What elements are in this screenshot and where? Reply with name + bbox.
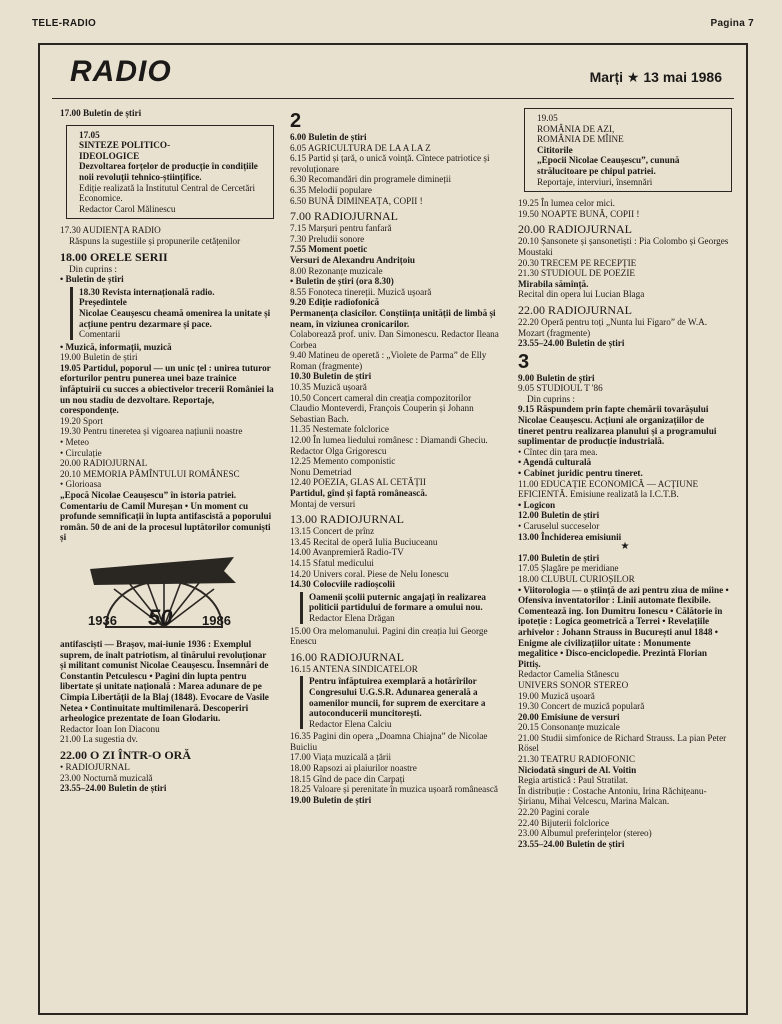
program-item: • Agendă culturală (518, 457, 592, 468)
program-desc: Partidul, gînd și faptă românească. (290, 488, 428, 498)
program-entry: 22.40 Bijuterii folclorice (518, 817, 610, 828)
program-entry: 18.00 CLUBUL CURIOȘILOR (518, 573, 635, 584)
program-entry: 20.00 RADIOJURNAL (60, 458, 148, 469)
box-subtitle: Dezvoltarea forțelor de producție în condițiile noii revoluții tehnico-științifice. (79, 161, 258, 182)
program-credit: Colaborează prof. univ. Dan Simonescu. Redactor Ileana Corbea (290, 329, 499, 350)
program-entry: 20.10 MEMORIA PĂMÎNTULUI ROMÂNESC (60, 468, 240, 479)
box-title: ROMÂNIA DE MÎINE (537, 134, 624, 145)
program-entry: 21.30 TEATRU RADIOFONIC (518, 754, 635, 765)
program-entry: 14.00 Avanpremieră Radio-TV (290, 547, 404, 558)
program-heading: 7.00 RADIOJURNAL (290, 209, 398, 224)
program-entry: 12.25 Memento componistic (290, 456, 396, 467)
program-entry: 8.00 Rezonanțe muzicale (290, 265, 383, 276)
program-desc: Mirabila sămînță. (518, 278, 589, 289)
masthead (40, 45, 746, 101)
program-entry: 14.20 Univers coral. Piese de Nelu Ionescu (290, 568, 449, 579)
program-desc: Răspuns la sugestiile și propunerile cetățenilor (69, 235, 241, 246)
program-item: • Caruselul succeselor (518, 521, 600, 531)
program-desc: Niciodată singuri de Al. Voitin (518, 764, 637, 775)
program-entry: 18.25 Valoare și perenitate în muzica ușoară românească (290, 784, 498, 795)
program-entry: 17.00 Buletin de știri (60, 108, 142, 118)
running-head (32, 18, 754, 29)
column-2 (290, 108, 502, 805)
program-entry: 20.15 Consonanțe muzicale (518, 722, 620, 733)
bar-text: Președintele (79, 297, 127, 308)
program-credit: Redactor Camelia Stănescu (518, 669, 620, 680)
program-entry: 23.55–24.00 Buletin de știri (518, 838, 625, 849)
program-entry: 6.30 Recomandări din programele dimineții (290, 174, 451, 185)
program-entry: 22.20 Pagini corale (518, 807, 590, 818)
program-entry: 13.00 Închiderea emisiunii (518, 531, 622, 542)
program-entry: 19.30 Concert de muzică populară (518, 701, 645, 712)
box-text: Ediție realizată la Institutul Central de Cercetări Economice. (79, 182, 256, 204)
program-entry: 9.15 Răspundem prin fapte chemării tovarășului Nicolae Ceaușescu. Acțiuni ale organizațiilor de tineret pentru realizarea planului și a programului suplimentar de producție industrială. (518, 404, 717, 447)
bar-text: Pentru înfăptuirea exemplară a hotărîrilor Congresului U.G.S.R. Adunarea generală a oamenilor muncii, for suprem de exercitare a autoconducerii muncitorești. (309, 676, 486, 719)
program-credit: Redactor Olga Grigorescu (290, 445, 387, 456)
program-entry: 18.15 Gînd de pace din Carpați (290, 773, 405, 784)
program-desc: Versuri de Alexandru Andrițoiu (290, 254, 415, 265)
box-title: SINTEZE POLITICO- (79, 140, 171, 151)
program-entry: 16.35 Pagini din opera „Doamna Chiajna” de Nicolae Buicliu (290, 731, 488, 752)
program-entry: 17.00 Viața muzicală a țării (290, 752, 392, 763)
program-entry: 9.00 Buletin de știri (518, 372, 595, 383)
program-entry: 8.55 Fonoteca tinereții. Muzică ușoară (290, 286, 432, 297)
program-entry: 23.00 Nocturnă muzicală (60, 772, 153, 783)
program-number: 2 (290, 110, 302, 132)
program-entry: 11.35 Nestemate folclorice (290, 424, 389, 435)
program-entry: 20.00 Emisiune de versuri (518, 711, 620, 722)
program-desc: Montaj de versuri (290, 498, 356, 509)
program-item: • Circulație (60, 447, 102, 458)
program-heading: 18.00 ORELE SERII (60, 249, 168, 264)
program-entry: 19.25 În lumea celor mici. (518, 198, 615, 209)
highlight-bar (300, 592, 502, 624)
box-subtitle: Cititorile (537, 144, 573, 155)
issue-date: Marți ★ 13 mai 1986 (589, 69, 722, 85)
program-entry: 17.30 AUDIENȚA RADIO (60, 225, 161, 236)
program-heading: 22.00 RADIOJURNAL (518, 302, 632, 317)
program-item: • Muzică, informații, muzică (60, 341, 172, 352)
program-number: 3 (518, 350, 530, 373)
program-heading: 16.00 RADIOJURNAL (290, 649, 404, 664)
highlight-bar (300, 676, 502, 729)
program-entry: 16.15 ANTENA SINDICATELOR (290, 663, 418, 674)
program-heading: UNIVERS SONOR STEREO (518, 679, 629, 690)
bar-text: Redactor Elena Drăgan (309, 612, 395, 623)
program-entry: 6.35 Melodii populare (290, 184, 372, 195)
anniversary-emblem (84, 549, 244, 633)
program-entry: 7.30 Preludii sonore (290, 233, 365, 244)
box-text: Reportaje, interviuri, însemnări (537, 176, 653, 187)
program-entry: 22.20 Operă pentru toți „Nunta lui Figaro” de W.A. Mozart (fragmente) (518, 316, 708, 338)
program-heading: 13.00 RADIOJURNAL (290, 512, 404, 527)
box-time: 17.05 (79, 129, 100, 140)
program-entry: 13.15 Concert de prînz (290, 526, 375, 537)
program-item: • Cîntec din țara mea. (518, 446, 598, 457)
program-entry: 7.15 Marșuri pentru fanfară (290, 223, 392, 234)
program-entry: 23.00 Albumul preferințelor (stereo) (518, 828, 652, 839)
program-item: • Cabinet juridic pentru tineret. (518, 468, 643, 479)
program-entry: 19.00 Muzică ușoară (518, 690, 595, 701)
program-entry: 19.20 Sport (60, 415, 103, 426)
emblem-number: 50 (148, 604, 173, 630)
star-separator: ★ (620, 541, 630, 553)
program-item: • Glorioasa (60, 479, 102, 490)
bar-text: Redactor Elena Calciu (309, 718, 392, 729)
program-desc: „Epocă Nicolae Ceaușescu” în istoria patriei. Comentariu de Camil Mureșan • Un moment cu profunde semnificații în lupta antifascistă a poporului român. 50 de ani de la procesul luptătorilor comuniști și (60, 490, 272, 543)
program-item: • Buletin de știri (60, 274, 124, 285)
program-entry: 10.30 Buletin de știri (290, 371, 372, 382)
masthead-rule (52, 98, 734, 99)
program-entry: 17.05 Șlagăre pe meridiane (518, 563, 619, 574)
box-title: ROMÂNIA DE AZI, (537, 123, 615, 134)
program-entry: 20.30 TRECEM PE RECEPȚIE (518, 257, 637, 268)
program-item: • Buletin de știri (ora 8.30) (290, 276, 394, 287)
program-entry: 7.55 Moment poetic (290, 244, 368, 255)
bar-text: Oamenii școlii puternic angajați în realizarea politicii partidului de formare a omului nou. (309, 591, 487, 613)
bar-text: Comentarii (79, 329, 121, 340)
featured-box (524, 108, 732, 192)
program-entry: 21.30 STUDIOUL DE POEZIE (518, 268, 636, 279)
program-entry: 23.55–24.00 Buletin de știri (60, 783, 167, 794)
program-entry: 11.00 EDUCAȚIE ECONOMICĂ — ACȚIUNE EFICIENTĂ. Emisiune realizată la I.C.T.B. (518, 478, 699, 500)
program-entry: 14.15 Sfatul medicului (290, 557, 374, 568)
program-entry: 23.55–24.00 Buletin de știri (518, 338, 625, 349)
program-desc: Nonu Demetriad (290, 466, 352, 477)
program-entry: 19.05 Partidul, poporul — un unic țel : unirea tuturor eforturilor pentru punerea unei baze trainice înfăptuirii cu succes a obiectivelor trecerii României la un nou stadiu de dezvoltare. Reportaje, corespondențe. (60, 362, 274, 416)
program-heading: 22.00 O ZI ÎNTR-O ORĂ (60, 747, 192, 762)
box-text: Redactor Carol Mălinescu (79, 203, 176, 214)
highlight-bar (70, 287, 274, 340)
box-title: IDEOLOGICE (79, 150, 140, 161)
program-entry: 19.50 NOAPTE BUNĂ, COPII ! (518, 208, 640, 219)
program-entry: 18.00 Rapsozi ai plaiurilor noastre (290, 763, 417, 774)
program-credit: Regia artistică : Paul Stratilat. (518, 775, 628, 786)
page-frame (38, 43, 748, 1015)
program-desc: Permanența clasicilor. Conștiința unității de limbă și neam, în viziunea cronicarilor. (290, 307, 496, 329)
program-entry: 12.00 Buletin de știri (518, 510, 600, 521)
program-desc: • Viitorologia — o știință de azi pentru ziua de mîine • Ofensiva inventatorilor : Linii automate flexibile. Comentează ing. Ion Dumitru Ionescu • Călătorie în ipoteție : Logica geometrică a Terrei • Revelațiile arhivelor : Johann Strauss in București anul 1848 • Enigme ale civilizațiilor uitate : Monumente megalitice • Disco-enciclopedie. Prezintă Florian Pittiș. (518, 584, 729, 669)
bar-text: Nicolae Ceaușescu cheamă omenirea la unitate și acțiune pentru dezarmare și pace. (79, 307, 271, 329)
program-desc: antifasciști — Brașov, mai-iunie 1936 : Exemplul suprem, de înalt patriotism, al tînărului revoluționar și militant comunist Nicolae Ceaușescu. Însemnări de Constantin Petculescu • Pagini din lupta pentru libertate și unitate națională : Marea adunare de pe Cîmpia Libertății de la Blaj (1848). Evocare de Vasile Netea • Continuitate multimilenară. Descoperiri arheologice prezentate de Ioan Glodariu. (60, 638, 269, 724)
box-text: „Epocii Nicolae Ceaușescu”, cunună strălucitoare pe chipul patriei. (537, 155, 680, 176)
program-desc: Din cuprins : (527, 393, 575, 404)
program-entry: 19.30 Pentru tineretea și vigoarea națiunii noastre (60, 426, 243, 437)
program-entry: 6.50 BUNĂ DIMINEAȚA, COPII ! (290, 195, 423, 206)
featured-box (66, 125, 274, 220)
program-desc: Din cuprins : (69, 263, 117, 274)
column-1 (60, 108, 274, 794)
page-title: RADIO (70, 55, 172, 88)
program-desc: Recital din opera lui Lucian Blaga (518, 289, 645, 300)
program-entry: 19.00 Buletin de știri (60, 352, 138, 363)
section-label: TELE-RADIO (32, 18, 97, 29)
program-entry: 21.00 Studii simfonice de Richard Strauss. La pian Peter Rösel (518, 732, 727, 754)
program-entry: 6.15 Partid și țară, o unică voință. Cîntece patriotice și revoluționare (290, 153, 490, 174)
program-entry: 6.00 Buletin de știri (290, 132, 367, 142)
program-entry: 14.30 Colocviile radioșcolii (290, 579, 395, 590)
program-entry: 9.20 Ediție radiofonică (290, 297, 380, 308)
program-item: • Meteo (60, 437, 89, 448)
program-entry: 15.00 Ora melomanului. Pagini din creația lui George Enescu (290, 625, 488, 647)
program-entry: 9.40 Matineu de operetă : „Violete de Parma” de Elly Roman (fragmente) (290, 350, 487, 371)
program-entry: 13.45 Recital de operă Iulia Buciuceanu (290, 536, 438, 547)
column-3 (518, 108, 732, 849)
emblem-year-start: 1936 (88, 612, 117, 628)
emblem-year-end: 1986 (202, 612, 231, 628)
program-credit: În distribuție : Costache Antoniu, Irina Răchițeanu-Șirianu, Mihai Velcescu, Marina Malcan. (518, 785, 707, 807)
program-entry: 10.50 Concert cameral din creația compozitorilor Claudio Monteverdi, François Couperin și Johann Sebastian Bach. (290, 392, 474, 424)
program-heading: 20.00 RADIOJURNAL (518, 222, 632, 237)
program-entry: 12.40 POEZIA, GLAS AL CETĂȚII (290, 477, 426, 488)
program-entry: 9.05 STUDIOUL T '86 (518, 383, 603, 394)
program-item: • RADIOJURNAL (60, 761, 130, 772)
program-entry: 20.10 Șansonete și șansonetiști : Pia Colombo și Georges Moustaki (518, 236, 729, 257)
box-time: 19.05 (537, 113, 558, 123)
program-entry: 6.05 AGRICULTURA DE LA A LA Z (290, 142, 431, 153)
program-entry: 17.00 Buletin de știri (518, 552, 600, 563)
program-entry: 19.00 Buletin de știri (290, 794, 372, 805)
page-number: Pagina 7 (710, 18, 754, 29)
program-entry: 10.35 Muzică ușoară (290, 382, 367, 393)
program-credit: Redactor Ioan Ion Diaconu (60, 723, 160, 734)
bar-text: 18.30 Revista internațională radio. (79, 286, 215, 297)
program-entry: 12.00 În lumea liedului românesc : Diamandi Gheciu. (290, 435, 488, 446)
program-item: • Logicon (518, 499, 556, 510)
program-entry: 21.00 La sugestia dv. (60, 734, 138, 745)
